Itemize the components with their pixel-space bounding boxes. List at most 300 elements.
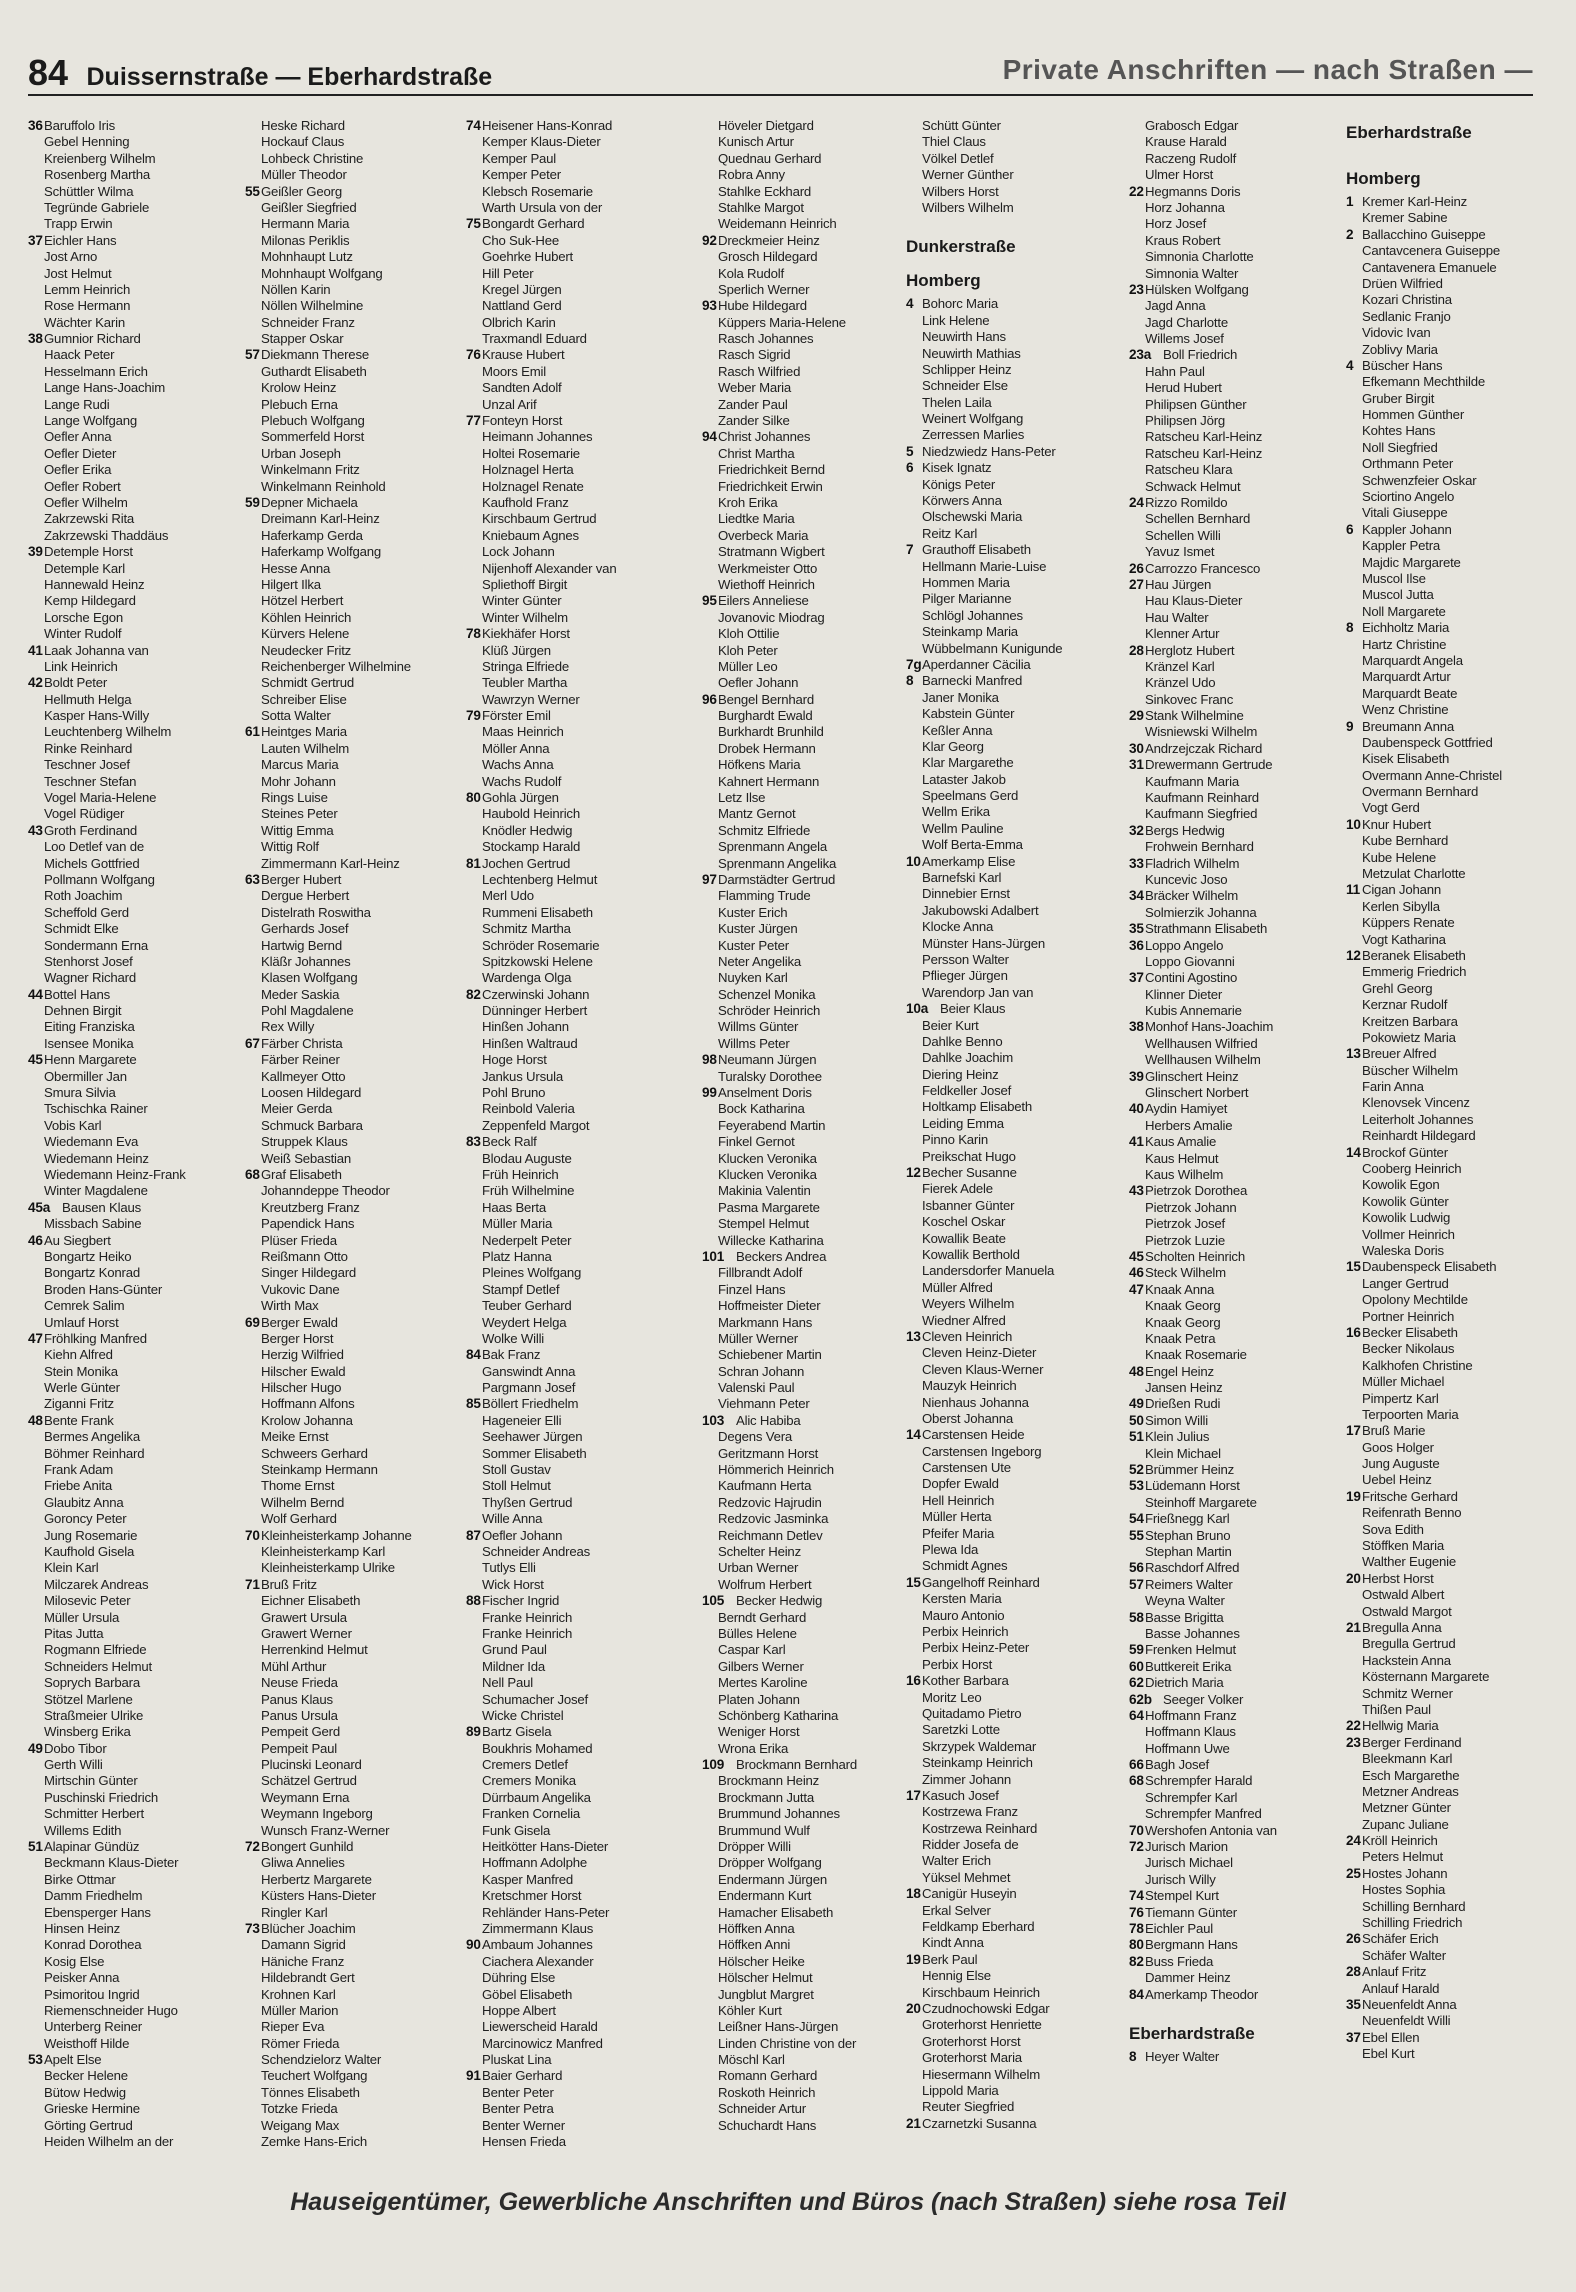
- resident-name: Wolfrum Herbert: [718, 1576, 812, 1592]
- resident-name: Dürrbaum Angelika: [482, 1789, 591, 1805]
- house-number: 41: [28, 642, 43, 658]
- directory-entry: [28, 1396, 253, 1412]
- resident-name: Schüttler Wilma: [44, 183, 134, 199]
- resident-name: Kreitzen Barbara: [1362, 1013, 1458, 1029]
- resident-name: Laak Johanna van: [44, 642, 149, 658]
- resident-name: Meier Gerda: [261, 1101, 333, 1117]
- directory-entry: [1346, 1276, 1571, 1292]
- resident-name: Bongartz Heiko: [44, 1248, 132, 1264]
- resident-name: Cantavcenera Guiseppe: [1362, 243, 1501, 259]
- directory-entry: [245, 1282, 470, 1298]
- resident-name: Scholten Heinrich: [1145, 1248, 1245, 1264]
- directory-entry: [906, 526, 1131, 542]
- resident-name: Hackstein Anna: [1362, 1652, 1451, 1668]
- house-number: 33: [1129, 855, 1144, 871]
- directory-entry: [28, 1675, 253, 1691]
- directory-entry: [906, 1690, 1131, 1706]
- resident-name: Wagner Richard: [44, 970, 136, 986]
- directory-entry: [1129, 1462, 1354, 1478]
- directory-entry: [28, 544, 253, 560]
- resident-name: Kahnert Hermann: [718, 773, 820, 789]
- resident-name: Bülles Helene: [718, 1625, 797, 1641]
- resident-name: Vobis Karl: [44, 1117, 102, 1133]
- resident-name: Strathmann Elisabeth: [1145, 921, 1268, 937]
- directory-entry: [1129, 1396, 1354, 1412]
- resident-name: Zander Paul: [718, 396, 788, 412]
- resident-name: Cho Suk-Hee: [482, 232, 559, 248]
- resident-name: Aperdanner Cäcilia: [922, 656, 1031, 672]
- directory-entry: [702, 626, 927, 642]
- resident-name: Kretschmer Horst: [482, 1888, 582, 1904]
- directory-entry: [466, 1101, 691, 1117]
- resident-name: Rieper Eva: [261, 2019, 325, 2035]
- directory-entry: [1129, 1642, 1354, 1658]
- directory-entry: [466, 1380, 691, 1396]
- house-number: 48: [28, 1412, 43, 1428]
- house-number: 103: [702, 1412, 725, 1428]
- directory-entry: [1129, 266, 1354, 282]
- resident-name: Spitzkowski Helene: [482, 953, 593, 969]
- directory-entry: [245, 1134, 470, 1150]
- resident-name: Canigür Huseyin: [922, 1886, 1017, 1902]
- directory-entry: [28, 298, 253, 314]
- directory-entry: [28, 1151, 253, 1167]
- resident-name: Schröder Rosemarie: [482, 937, 600, 953]
- resident-name: Pohl Magdalene: [261, 1003, 354, 1019]
- directory-entry: [466, 1462, 691, 1478]
- house-number: 91: [466, 2068, 481, 2084]
- directory-entry: [466, 741, 691, 757]
- directory-entry: [28, 1364, 253, 1380]
- directory-entry: [702, 1151, 927, 1167]
- house-number: 46: [1129, 1265, 1144, 1281]
- resident-name: Hau Klaus-Dieter: [1145, 593, 1243, 609]
- directory-entry: [1129, 1265, 1354, 1281]
- resident-name: Barnecki Manfred: [922, 673, 1023, 689]
- resident-name: Leißner Hans-Jürgen: [718, 2019, 839, 2035]
- resident-name: Heiden Wilhelm an der: [44, 2134, 174, 2150]
- directory-entry: [702, 511, 927, 527]
- resident-name: Hesse Anna: [261, 560, 331, 576]
- resident-name: Ostwald Margot: [1362, 1603, 1452, 1619]
- directory-entry: [1129, 118, 1354, 134]
- directory-entry: [28, 2019, 253, 2035]
- resident-name: Eilers Anneliese: [718, 593, 809, 609]
- directory-entry: [28, 1872, 253, 1888]
- directory-entry: [702, 1216, 927, 1232]
- directory-entry: [1346, 899, 1571, 915]
- directory-entry: [1346, 620, 1571, 636]
- directory-entry: [702, 1085, 927, 1101]
- resident-name: Fröhlking Manfred: [44, 1330, 147, 1346]
- resident-name: Yüksel Mehmet: [922, 1869, 1011, 1885]
- resident-name: Becker Elisabeth: [1362, 1324, 1458, 1340]
- resident-name: Feldkamp Eberhard: [922, 1919, 1035, 1935]
- resident-name: Hube Hildegard: [718, 298, 807, 314]
- resident-name: Wiedner Alfred: [922, 1312, 1006, 1328]
- directory-entry: [28, 1134, 253, 1150]
- directory-entry: [1129, 446, 1354, 462]
- house-number: 10: [1346, 816, 1361, 832]
- resident-name: Czarnetzki Susanna: [922, 2115, 1037, 2131]
- house-number: 68: [1129, 1773, 1144, 1789]
- resident-name: Friedrichkeit Bernd: [718, 462, 825, 478]
- resident-name: Speelmans Gerd: [922, 788, 1019, 804]
- house-number: 16: [906, 1673, 921, 1689]
- directory-entry: [1129, 839, 1354, 855]
- directory-entry: [1129, 1085, 1354, 1101]
- directory-entry: [906, 2050, 1131, 2066]
- resident-name: Bongert Gunhild: [261, 1839, 354, 1855]
- directory-entry: [1129, 905, 1354, 921]
- directory-entry: [1346, 1686, 1571, 1702]
- resident-name: Schrempfer Harald: [1145, 1773, 1253, 1789]
- directory-entry: [1346, 637, 1571, 653]
- directory-entry: [466, 282, 691, 298]
- directory-entry: [702, 741, 927, 757]
- resident-name: Müller Werner: [718, 1330, 798, 1346]
- resident-name: Finzel Hans: [718, 1281, 786, 1297]
- resident-name: Degens Vera: [718, 1429, 793, 1445]
- resident-name: Wirth Max: [261, 1298, 319, 1314]
- directory-entry: [702, 413, 927, 429]
- resident-name: Stempel Kurt: [1145, 1888, 1219, 1904]
- resident-name: Frießnegg Karl: [1145, 1511, 1230, 1527]
- house-number: 17: [906, 1787, 921, 1803]
- resident-name: Heitkötter Hans-Dieter: [482, 1839, 609, 1855]
- directory-entry: [1129, 1315, 1354, 1331]
- resident-name: Böllert Friedhelm: [482, 1396, 579, 1412]
- directory-entry: [906, 1018, 1131, 1034]
- directory-entry: [702, 1839, 927, 1855]
- resident-name: Neter Angelika: [718, 953, 801, 969]
- resident-name: Overmann Anne-Christel: [1362, 767, 1502, 783]
- directory-entry: [702, 856, 927, 872]
- directory-entry: [245, 856, 470, 872]
- directory-entry: [466, 1888, 691, 1904]
- directory-entry: [1346, 833, 1571, 849]
- resident-name: Teschner Stefan: [44, 773, 137, 789]
- resident-name: Hinßen Waltraud: [482, 1035, 578, 1051]
- resident-name: Jurisch Michael: [1145, 1855, 1233, 1871]
- directory-entry: [466, 1347, 691, 1363]
- directory-entry: [906, 1804, 1131, 1820]
- directory-entry: [28, 1429, 253, 1445]
- directory-entry: [1346, 1718, 1571, 1734]
- directory-entry: [466, 118, 691, 134]
- directory-columns: [28, 118, 1548, 2158]
- resident-name: Rehländer Hans-Peter: [482, 1904, 610, 1920]
- resident-name: Nuyken Karl: [718, 970, 788, 986]
- directory-entry: [702, 118, 927, 134]
- resident-name: Knaak Georg: [1145, 1314, 1221, 1330]
- house-number: 92: [702, 232, 717, 248]
- directory-entry: [466, 1019, 691, 1035]
- directory-entry: [906, 378, 1131, 394]
- directory-entry: [702, 577, 927, 593]
- directory-entry: [1346, 735, 1571, 751]
- house-number: 30: [1129, 740, 1144, 756]
- directory-entry: [1129, 413, 1354, 429]
- directory-entry: [906, 1509, 1131, 1525]
- resident-name: Bruß Fritz: [261, 1576, 317, 1592]
- resident-name: Noll Margarete: [1362, 603, 1446, 619]
- directory-entry: [466, 905, 691, 921]
- resident-name: Kaufmann Maria: [1145, 773, 1239, 789]
- resident-name: Schelter Heinz: [718, 1543, 801, 1559]
- directory-entry: [466, 380, 691, 396]
- directory-entry: [28, 626, 253, 642]
- resident-name: Becker Helene: [44, 2068, 128, 2084]
- resident-name: Buttkereit Erika: [1145, 1658, 1232, 1674]
- house-number: 4: [1346, 357, 1354, 373]
- directory-entry: [28, 610, 253, 626]
- resident-name: Römer Frieda: [261, 2035, 340, 2051]
- directory-entry: [28, 397, 253, 413]
- resident-name: Rings Luise: [261, 790, 328, 806]
- directory-entry: [466, 708, 691, 724]
- resident-name: Wiethoff Heinrich: [718, 576, 815, 592]
- directory-entry: [906, 477, 1131, 493]
- directory-entry: [906, 870, 1131, 886]
- resident-name: Riemenschneider Hugo: [44, 2002, 178, 2018]
- resident-name: Christ Martha: [718, 445, 795, 461]
- directory-entry: [1346, 456, 1571, 472]
- resident-name: Keßler Anna: [922, 722, 993, 738]
- house-number: 61: [245, 724, 260, 740]
- directory-entry: [466, 1954, 691, 1970]
- directory-entry: [28, 1249, 253, 1265]
- resident-name: Lohbeck Christine: [261, 150, 364, 166]
- resident-name: Steines Peter: [261, 806, 338, 822]
- directory-entry: [28, 724, 253, 740]
- resident-name: Höffken Anni: [718, 1937, 791, 1953]
- resident-name: Winter Rudolf: [44, 626, 122, 642]
- house-number: 80: [466, 790, 481, 806]
- resident-name: Groth Ferdinand: [44, 822, 138, 838]
- resident-name: Schrempfer Karl: [1145, 1789, 1238, 1805]
- directory-entry: [906, 1313, 1131, 1329]
- resident-name: Beckmann Klaus-Dieter: [44, 1855, 179, 1871]
- directory-entry: [466, 2085, 691, 2101]
- directory-entry: [28, 1790, 253, 1806]
- directory-entry: [466, 167, 691, 183]
- house-number: 66: [1129, 1757, 1144, 1773]
- resident-name: Au Siegbert: [44, 1232, 111, 1248]
- directory-entry: [702, 1511, 927, 1527]
- directory-entry: [28, 347, 253, 363]
- directory-entry: [702, 1413, 927, 1429]
- house-number: 43: [28, 822, 43, 838]
- resident-name: Hau Jürgen: [1145, 576, 1212, 592]
- resident-name: Feyerabend Martin: [718, 1117, 826, 1133]
- resident-name: Reinbold Valeria: [482, 1101, 575, 1117]
- resident-name: Klein Julius: [1145, 1429, 1210, 1445]
- resident-name: Schuchardt Hans: [718, 2117, 817, 2133]
- directory-entry: [906, 1722, 1131, 1738]
- resident-name: Isbanner Günter: [922, 1197, 1015, 1213]
- resident-name: Waleska Doris: [1362, 1243, 1444, 1258]
- resident-name: Cremers Monika: [482, 1773, 576, 1789]
- resident-name: Damann Sigrid: [261, 1937, 346, 1953]
- resident-name: Monhof Hans-Joachim: [1145, 1019, 1274, 1035]
- directory-entry: [1129, 331, 1354, 347]
- resident-name: Henn Margarete: [44, 1052, 137, 1068]
- directory-entry: [466, 1790, 691, 1806]
- directory-entry: [702, 724, 927, 740]
- resident-name: Ulmer Horst: [1145, 167, 1214, 183]
- resident-name: Platen Johann: [718, 1691, 800, 1707]
- directory-entry: [28, 692, 253, 708]
- resident-name: Muscol Jutta: [1362, 587, 1434, 603]
- resident-name: Steinkamp Maria: [922, 624, 1018, 640]
- directory-entry: [245, 1216, 470, 1232]
- directory-entry: [1129, 643, 1354, 659]
- directory-entry: [466, 1724, 691, 1740]
- directory-entry: [466, 134, 691, 150]
- directory-entry: [245, 1069, 470, 1085]
- house-number: 43: [1129, 1183, 1144, 1199]
- directory-entry: [28, 1200, 253, 1216]
- directory-entry: [702, 184, 927, 200]
- resident-name: Anlauf Harald: [1362, 1980, 1440, 1996]
- resident-name: Viehmann Peter: [718, 1396, 810, 1412]
- directory-entry: [28, 1315, 253, 1331]
- directory-entry: [28, 2068, 253, 2084]
- resident-name: Erkal Selver: [922, 1902, 991, 1918]
- directory-entry: [702, 1052, 927, 1068]
- resident-name: Bohorc Maria: [922, 296, 999, 312]
- resident-name: Pflieger Jürgen: [922, 968, 1008, 984]
- resident-name: Teuber Gerhard: [482, 1298, 572, 1314]
- directory-entry: [1346, 1866, 1571, 1882]
- directory-entry: [466, 610, 691, 626]
- directory-entry: [245, 1052, 470, 1068]
- resident-name: Rasch Sigrid: [718, 347, 791, 363]
- resident-name: Loppo Angelo: [1145, 937, 1224, 953]
- resident-name: Overbeck Maria: [718, 527, 809, 543]
- resident-name: Klucken Veronika: [718, 1167, 817, 1182]
- directory-entry: [1346, 948, 1571, 964]
- directory-entry: [702, 1134, 927, 1150]
- resident-name: Kränzel Karl: [1145, 658, 1215, 674]
- directory-entry: [466, 1937, 691, 1953]
- resident-name: Steinkamp Heinrich: [922, 1755, 1033, 1771]
- house-number: 37: [28, 232, 43, 248]
- directory-entry: [1129, 1692, 1354, 1708]
- directory-entry: [1346, 1145, 1571, 1161]
- directory-entry: [702, 1872, 927, 1888]
- house-number: 74: [466, 118, 481, 133]
- resident-name: Franken Cornelia: [482, 1806, 580, 1822]
- directory-entry: [906, 1657, 1131, 1673]
- resident-name: Amerkamp Elise: [922, 853, 1016, 869]
- resident-name: Hau Walter: [1145, 609, 1209, 625]
- directory-entry: [466, 1593, 691, 1609]
- column-6: [1129, 118, 1354, 2065]
- resident-name: Hölscher Heike: [718, 1953, 805, 1969]
- resident-name: Eiting Franziska: [44, 1019, 135, 1035]
- resident-name: Dobo Tibor: [44, 1740, 107, 1756]
- resident-name: Daubenspeck Gottfried: [1362, 734, 1493, 750]
- resident-name: Oberst Johanna: [922, 1410, 1014, 1426]
- directory-entry: [245, 2019, 470, 2035]
- directory-entry: [28, 446, 253, 462]
- directory-entry: [245, 216, 470, 232]
- directory-entry: [906, 1608, 1131, 1624]
- house-number: 83: [466, 1134, 481, 1150]
- directory-entry: [245, 200, 470, 216]
- house-number: 63: [245, 871, 260, 887]
- resident-name: Schneider Artur: [718, 2101, 806, 2117]
- resident-name: Weiß Sebastian: [261, 1150, 352, 1166]
- resident-name: Kemper Peter: [482, 167, 561, 183]
- resident-name: Goehrke Hubert: [482, 249, 574, 265]
- resident-name: Christ Johannes: [718, 429, 811, 445]
- directory-entry: [466, 1692, 691, 1708]
- house-number: 37: [1346, 2029, 1361, 2045]
- resident-name: Kremer Karl-Heinz: [1362, 194, 1468, 209]
- directory-entry: [245, 495, 470, 511]
- directory-entry: [1346, 1505, 1571, 1521]
- resident-name: Schlipper Heinz: [922, 361, 1012, 377]
- directory-entry: [245, 987, 470, 1003]
- resident-name: Johanndeppe Theodor: [261, 1183, 390, 1199]
- resident-name: Spliethoff Birgit: [482, 576, 568, 592]
- house-number: 55: [1129, 1527, 1144, 1543]
- resident-name: Mildner Ida: [482, 1658, 546, 1674]
- resident-name: Holznagel Herta: [482, 462, 574, 478]
- resident-name: Fonteyn Horst: [482, 413, 563, 429]
- house-number: 84: [466, 1347, 481, 1363]
- resident-name: Schröder Heinrich: [718, 1003, 821, 1019]
- directory-entry: [1129, 1446, 1354, 1462]
- directory-entry: [702, 2036, 927, 2052]
- resident-name: Jung Auguste: [1362, 1456, 1440, 1472]
- directory-entry: [906, 1263, 1131, 1279]
- directory-entry: [1129, 1544, 1354, 1560]
- resident-name: Müller Maria: [482, 1216, 553, 1232]
- house-number: 2: [1346, 226, 1354, 242]
- directory-entry: [28, 2101, 253, 2117]
- resident-name: Neudecker Fritz: [261, 642, 352, 658]
- street-heading: Dunkerstraße: [906, 237, 1016, 257]
- resident-name: Weber Maria: [718, 380, 792, 396]
- resident-name: Knaak Rosemarie: [1145, 1347, 1247, 1363]
- directory-entry: [28, 1380, 253, 1396]
- resident-name: Traxmandl Eduard: [482, 331, 587, 347]
- directory-entry: [1129, 216, 1354, 232]
- directory-entry: [28, 167, 253, 183]
- resident-name: Schneider Franz: [261, 314, 355, 330]
- resident-name: Trapp Erwin: [44, 216, 113, 232]
- directory-entry: [28, 462, 253, 478]
- resident-name: Leuchtenberg Wilhelm: [44, 724, 172, 740]
- resident-name: Bongartz Konrad: [44, 1265, 140, 1281]
- resident-name: Friebe Anita: [44, 1478, 112, 1494]
- directory-entry: [1346, 1931, 1571, 1947]
- resident-name: Lorsche Egon: [44, 609, 123, 625]
- resident-name: Finkel Gernot: [718, 1134, 795, 1150]
- resident-name: Hoffmann Adolphe: [482, 1855, 588, 1871]
- directory-entry: [466, 151, 691, 167]
- directory-entry: [466, 1905, 691, 1921]
- directory-entry: [245, 708, 470, 724]
- page-header: [28, 52, 1533, 96]
- resident-name: Zakrzewski Rita: [44, 511, 135, 527]
- directory-entry: [28, 216, 253, 232]
- resident-name: Wenz Christine: [1362, 702, 1449, 718]
